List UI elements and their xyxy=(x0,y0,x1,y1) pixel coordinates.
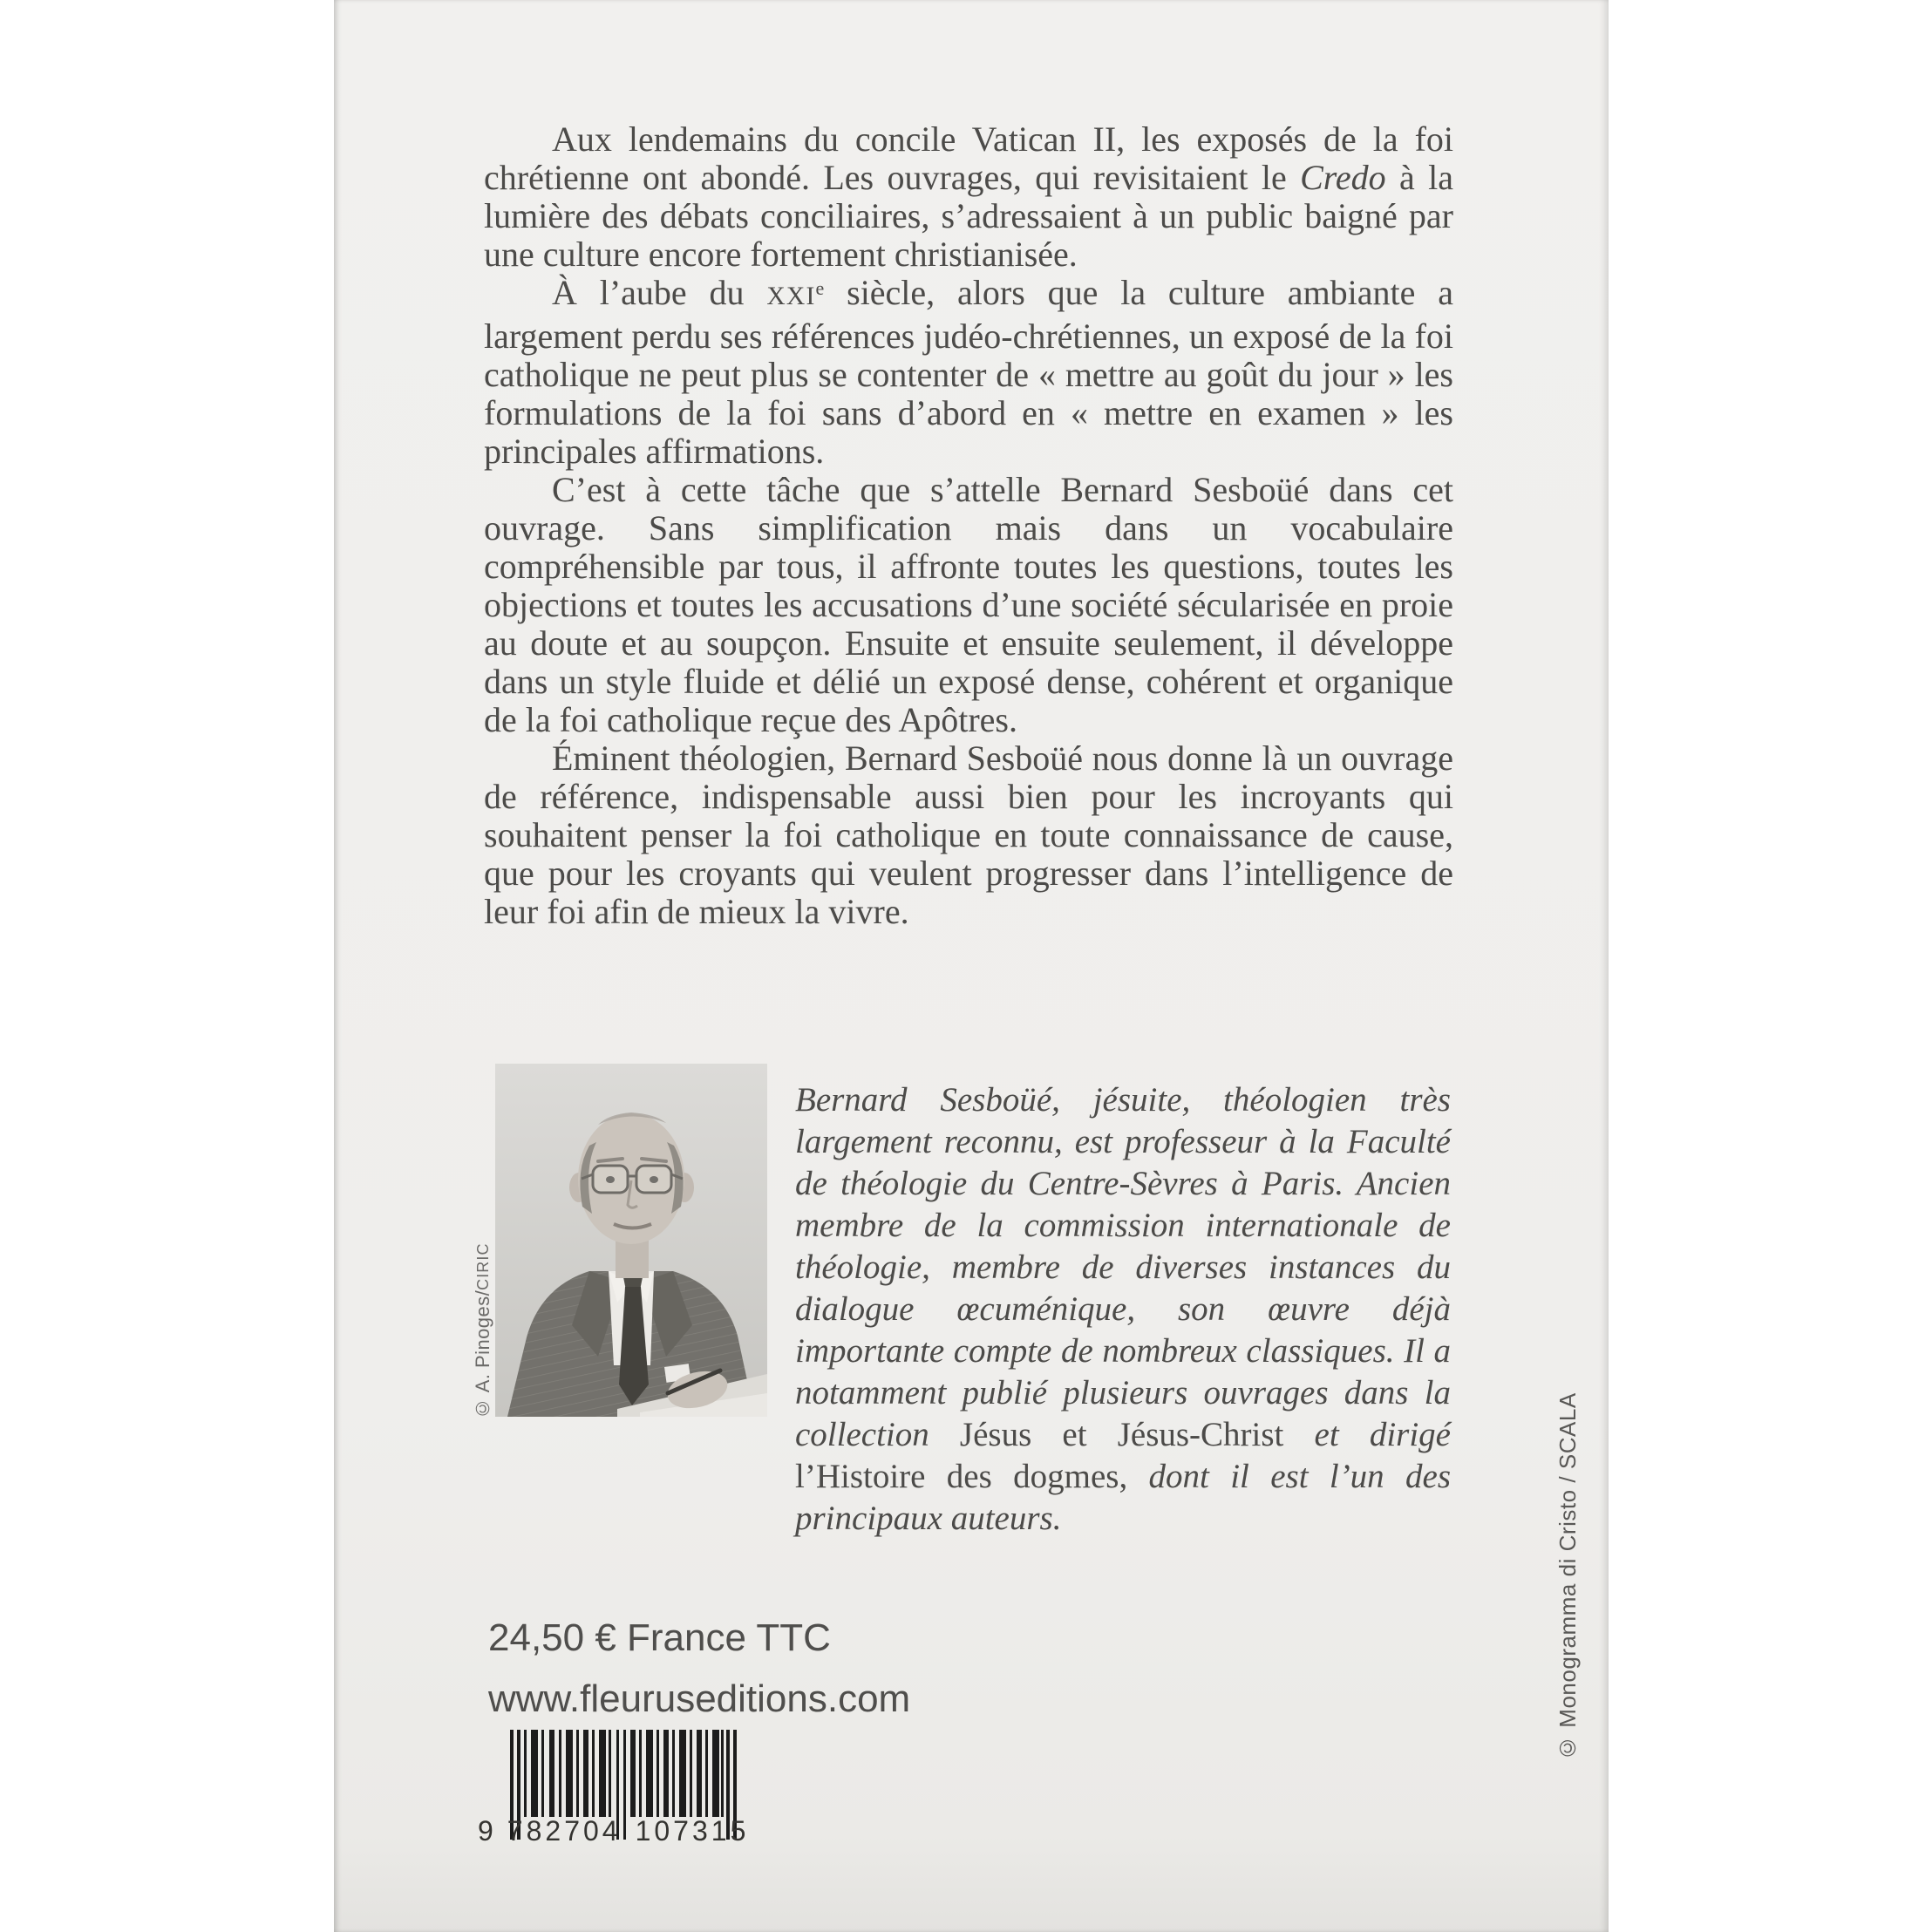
text-run: Aux lendemains du concile Vatican II, les exposés de la foi chrétienne ont abondé. Les ouvrages, qui revisitaient le xyxy=(484,119,1453,197)
bio-run-roman: Jésus et Jésus-Christ xyxy=(959,1416,1284,1453)
price-label: 24,50 € France TTC xyxy=(488,1616,831,1659)
barcode-digit-group: 782704 xyxy=(507,1815,622,1847)
credit-agency: CIRIC xyxy=(474,1242,492,1290)
author-bio xyxy=(795,1079,1451,1540)
bio-run-italic: dont il est l’un des principaux auteurs. xyxy=(795,1458,1452,1537)
synopsis-paragraph-4: Éminent théologien, Bernard Sesboüé nous donne là un ouvrage de référence, indispensable aussi bien pour les incroyants qui souhaitent penser la foi catholique en toute connaissance de cause, que pour les croyants qui veulent progresser dans l’intelligence de leur foi afin de mieux la vivre. xyxy=(484,738,1453,931)
author-photo-credit xyxy=(472,1242,494,1419)
book-back-cover xyxy=(334,0,1609,1932)
text-run-italic: Credo xyxy=(1300,158,1386,197)
author-photo xyxy=(495,1064,767,1414)
author-portrait-illustration xyxy=(495,1064,767,1417)
ordinal-superscript: e xyxy=(815,277,825,300)
text-run-smallcaps: XXI xyxy=(766,282,816,310)
text-run: siècle, alors que la culture ambiante a largement perdu ses références judéo-chrétiennes, un exposé de la foi catholique ne peut plus se contenter de « mettre au goût du jour » les formulations de la foi sans d’abord en « mettre en examen » les principales affirmations. xyxy=(484,273,1454,471)
barcode-digits xyxy=(478,1815,748,1847)
bio-run-italic: et dirigé xyxy=(1283,1416,1451,1453)
website-url: www.fleuruseditions.com xyxy=(488,1677,911,1720)
synopsis-paragraph-3: C’est à cette tâche que s’attelle Bernard Sesboüé dans cet ouvrage. Sans simplification mais dans un vocabulaire compréhensible par tous, il affronte toutes les questions, toutes les objections et toutes les accusations d’une société sécularisée en proie au doute et au soupçon. Ensuite et ensuite seulement, il développe dans un style fluide et délié un exposé dense, cohérent et organique de la foi catholique reçue des Apôtres. xyxy=(484,470,1453,739)
credit-text: © A. Pinoges/ xyxy=(472,1289,493,1419)
bio-run-roman: l’Histoire des dogmes, xyxy=(795,1458,1128,1495)
synopsis-paragraph-1 xyxy=(484,120,1453,274)
bio-run-italic: Bernard Sesboüé, jésuite, théologien très largement reconnu, est professeur à la Faculté de théologie du Centre-Sèvres à Paris. Ancien membre de la commission internationale de théologie, membre de diverses instances du dialogue œcuménique, son œuvre déjà importante compte de nombreux classiques. Il a notamment publié plusieurs ouvrages dans la collection xyxy=(795,1081,1451,1453)
cover-art-credit: © Monogramma di Cristo / SCALA xyxy=(1554,1392,1581,1761)
synopsis-paragraph-2 xyxy=(484,274,1453,471)
barcode-digit-group: 107315 xyxy=(635,1815,750,1847)
text-run: À l’aube du xyxy=(552,273,767,312)
synopsis xyxy=(484,120,1453,931)
barcode-digit-group: 9 xyxy=(478,1815,493,1847)
text-run: à la lumière des débats conciliaires, s’adressaient à un public baigné par une culture encore fortement christianisée. xyxy=(484,158,1453,274)
